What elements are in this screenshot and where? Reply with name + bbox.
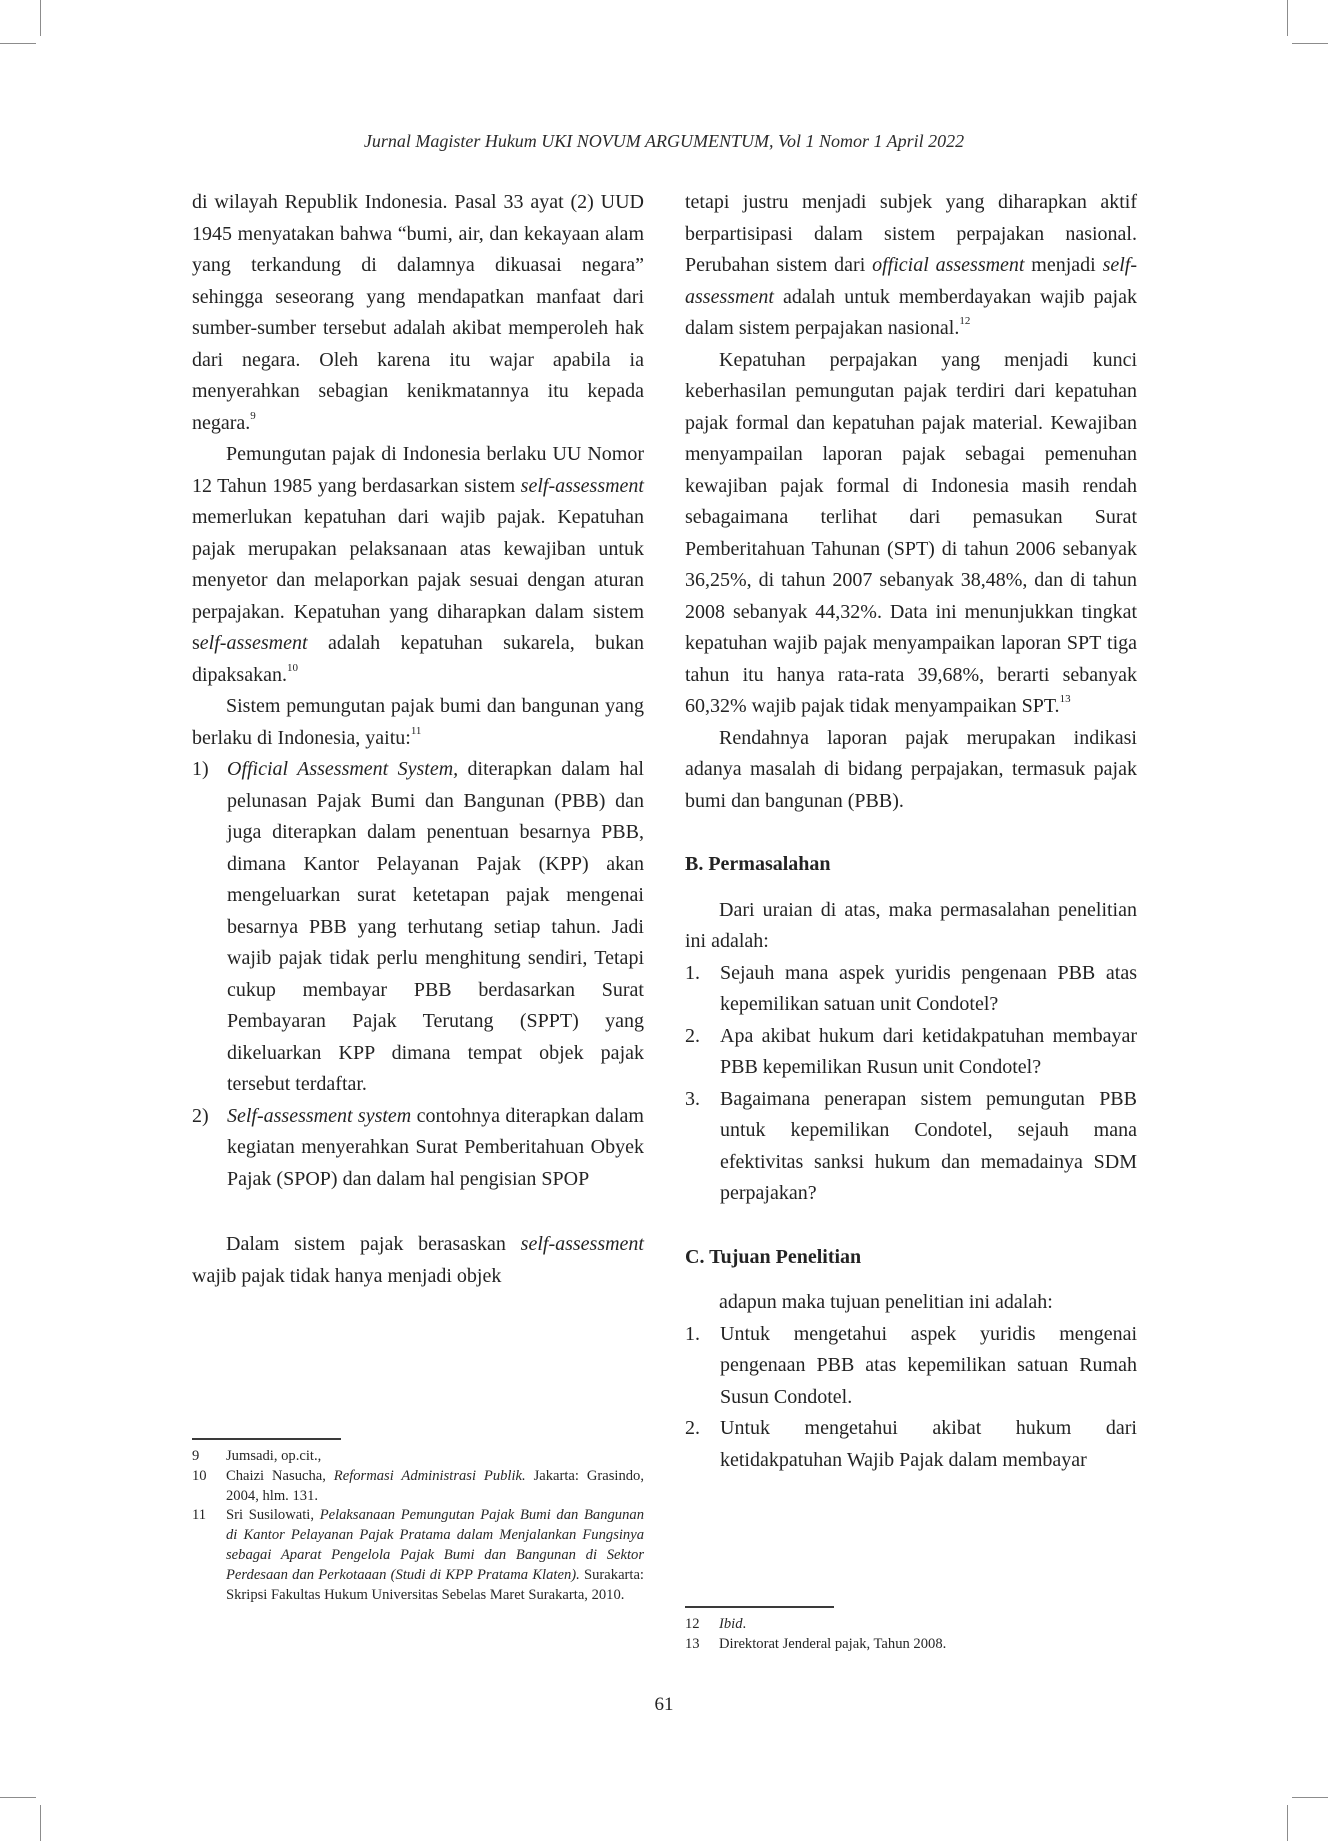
list-marker: 1) [192,758,209,780]
footnote-text: Sri Susilowati, [226,1507,320,1524]
list-item [685,1413,1137,1476]
footnote-text: . [742,1616,747,1632]
footnote-number: 9 [192,1448,200,1464]
text: tetapi justru menjadi subjek yang diharapkan aktif berpartisipasi dalam sistem perpajakan nasional. Perubahan sistem dari [685,191,1137,276]
paragraph: Rendahnya laporan pajak merupakan indikasi adanya masalah di bidang perpajakan, termasuk pajak bumi dan bangunan (PBB). [685,726,1137,812]
text: diterapkan dalam hal pelunasan Pajak Bumi dan Bangunan (PBB) dan juga diterapkan dalam penentuan besarnya PBB, dimana Kantor Pelayanan Pajak (KPP) akan mengeluarkan surat ketetapan pajak mengenai besarnya PBB yang terhutang setiap tahun. Jadi wajib pajak tidak perlu menghitung sendiri, Tetapi cukup membayar PBB berdasarkan Surat Pembayaran Pajak Terutang (SPPT) yang dikeluarkan KPP dimana tempat objek pajak tersebut terdaftar. [227,758,644,1095]
crop-mark [1292,1797,1328,1798]
footnote-number: 11 [192,1507,207,1524]
emphasis: Pelaksanaan Pemungutan Pajak Bumi dan Bangunan di Kantor Pelayanan Pajak Pratama dalam Menjalankan Fungsinya sebagai Aparat Pengelola Pajak Bumi dan Bangunan di Sektor Perdesaan dan Perkotaaan (Studi di KPP Pratama Klaten). [226,1507,644,1583]
emphasis: self-assessment [520,1233,644,1255]
emphasis: self-assessment [685,254,1137,308]
paragraph [192,1229,644,1292]
footnotes-left [192,1447,644,1605]
list-item [192,754,644,1101]
footnote [192,1506,644,1605]
footnote [192,1467,644,1507]
list-marker: 3. [685,1087,700,1110]
text: Untuk mengetahui aspek yuridis mengenai pengenaan PBB atas kepemilikan satuan Rumah Susun Condotel. [720,1322,1137,1408]
footnote [192,1447,644,1467]
paragraph [685,345,1137,723]
problem-list [685,958,1137,1210]
crop-mark [0,1797,36,1798]
footnote-ref[interactable]: 9 [250,409,256,422]
text: Sejauh mana aspek yuridis pengenaan PBB atas kepemilikan satuan unit Condotel? [720,961,1137,1015]
right-column [685,187,1137,1476]
list-item [685,958,1137,1021]
footnote-ref[interactable]: 10 [286,661,298,674]
objective-list [685,1319,1137,1477]
paragraph [192,691,644,754]
footnote-text: Jumsadi, op.cit., [226,1448,322,1464]
footnote-text: Chaizi Nasucha, [226,1467,334,1484]
footnote-text: Surakarta: Skripsi Fakultas Hukum Universitas Sebelas Maret Surakarta, 2010. [226,1566,644,1603]
crop-mark [1292,43,1328,44]
emphasis: Official Assessment System, [227,758,459,780]
text: Pemungutan pajak di Indonesia berlaku UU Nomor 12 Tahun 1985 yang berdasarkan sistem [192,443,644,497]
text: memerlukan kepatuhan dari wajib pajak. Kepatuhan pajak merupakan pelaksanaan atas kewajiban untuk menyetor dan melaporkan pajak sesuai dengan aturan perpajakan. Kepatuhan yang diharapkan dalam sistem s [192,506,644,654]
footnote [685,1635,1137,1655]
text: adalah untuk memberdayakan wajib pajak dalam sistem perpajakan nasional. [685,285,1137,339]
list-item [685,1084,1137,1210]
system-list [192,754,644,1195]
paragraph: adapun maka tujuan penelitian ini adalah: [719,1291,1053,1313]
footnote-rule [192,1438,341,1440]
running-header: Jurnal Magister Hukum UKI NOVUM ARGUMENTUM, Vol 1 Nomor 1 April 2022 [363,131,965,151]
paragraph [685,187,1137,345]
text: Dalam sistem pajak berasaskan [226,1233,521,1255]
footnote-number: 12 [685,1616,700,1632]
crop-mark [1287,1805,1288,1841]
list-marker: 2. [685,1417,700,1439]
emphasis: elf-assesment [199,632,308,654]
footnote-ref[interactable]: 12 [959,315,971,328]
page-number: 61 [654,1694,674,1715]
list-marker: 2. [685,1024,700,1047]
text: Sistem pemungutan pajak bumi dan bangunan yang berlaku di Indonesia, yaitu: [192,695,644,749]
footnote-text: Jakarta: Grasindo, 2004, hlm. 131. [226,1467,644,1504]
list-marker: 2) [192,1104,209,1127]
text: Untuk mengetahui akibat hukum dari ketidakpatuhan Wajib Pajak dalam membayar [720,1417,1137,1471]
crop-mark [0,43,36,44]
text: Apa akibat hukum dari ketidakpatuhan membayar PBB kepemilikan Rusun unit Condotel? [720,1024,1137,1078]
emphasis: official assessment [872,254,1025,276]
footnote-number: 10 [192,1467,207,1484]
footnotes-right [685,1615,1137,1655]
section-heading-b: B. Permasalahan [685,853,831,875]
footnote-rule [685,1606,834,1608]
text: menjadi [1024,254,1103,276]
paragraph [192,187,644,439]
text: Bagaimana penerapan sistem pemungutan PBB untuk kepemilikan Condotel, sejauh mana efektivitas sanksi hukum dan memadainya SDM perpajakan? [720,1087,1137,1204]
crop-mark [1287,0,1288,36]
list-item [685,1319,1137,1414]
footnote-text: Direktorat Jenderal pajak, Tahun 2008. [719,1635,947,1652]
left-column [192,187,644,1292]
emphasis: Self-assessment system [227,1104,412,1127]
crop-mark [40,1805,41,1841]
footnote [685,1615,1137,1635]
list-marker: 1. [685,1322,700,1345]
paragraph: Dari uraian di atas, maka permasalahan penelitian ini adalah: [685,898,1137,952]
list-item [685,1021,1137,1084]
text: Kepatuhan perpajakan yang menjadi kunci keberhasilan pemungutan pajak terdiri dari kepatuhan pajak formal dan kepatuhan pajak material. Kewajiban menyampailan laporan pajak sebagai pemenuhan kewajiban pajak formal di Indonesia masih rendah sebagaimana terlihat dari pemasukan Surat Pemberitahuan Tahunan (SPT) di tahun 2006 sebanyak 36,25%, di tahun 2007 sebanyak 38,48%, dan di tahun 2008 sebanyak 44,32%. Data ini menunjukkan tingkat kepatuhan wajib pajak menyampaikan laporan SPT tiga tahun itu hanya rata-rata 39,68%, berarti sebanyak 60,32% wajib pajak tidak menyampaikan SPT. [685,348,1137,717]
text: di wilayah Republik Indonesia. Pasal 33 ayat (2) UUD 1945 menyatakan bahwa “bumi, air, dan kekayaan alam yang terkandung di dalamnya dikuasai negara” sehingga seseorang yang mendapatkan manfaat dari sumber-sumber tersebut adalah akibat memperoleh hak dari negara. Oleh karena itu wajar apabila ia menyerahkan sebagian kenikmatannya itu kepada negara. [192,191,644,434]
footnote-number: 13 [685,1635,700,1652]
section-heading-c: C. Tujuan Penelitian [685,1245,862,1268]
crop-mark [40,0,41,36]
list-item [192,1101,644,1196]
emphasis: self-assessment [520,474,644,497]
emphasis: Reformasi Administrasi Publik. [333,1467,526,1484]
footnote-ref[interactable]: 11 [410,724,422,737]
emphasis: Ibid [719,1616,743,1632]
footnote-ref[interactable]: 13 [1059,693,1071,706]
text: contohnya diterapkan dalam kegiatan menyerahkan Surat Pemberitahuan Obyek Pajak (SPOP) dan dalam hal pengisian SPOP [227,1104,644,1190]
text: wajib pajak tidak hanya menjadi objek [192,1264,502,1287]
list-marker: 1. [685,961,700,984]
text: adalah kepatuhan sukarela, bukan dipaksakan. [192,632,644,686]
paragraph [192,439,644,691]
